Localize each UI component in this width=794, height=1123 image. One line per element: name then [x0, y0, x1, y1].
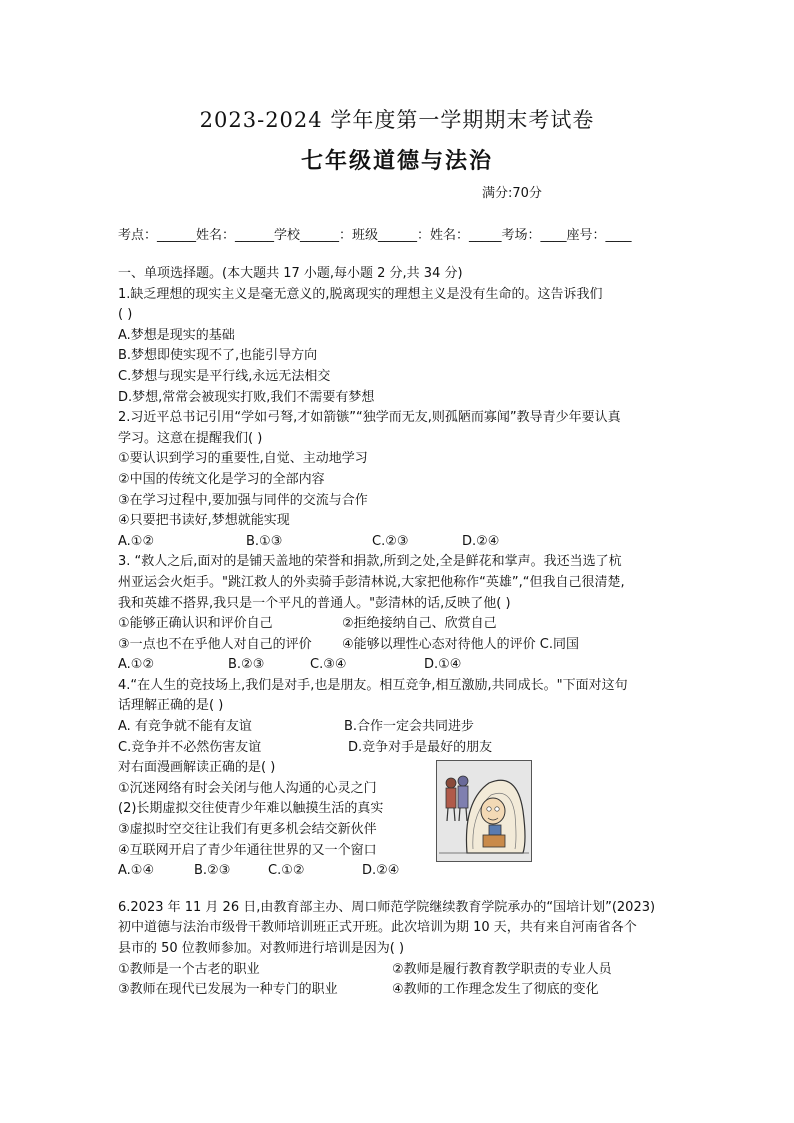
statement-item: ①能够正确认识和评价自己 [118, 616, 273, 632]
question-stem-line: 州亚运会火炬手。"跳江救人的外卖骑手彭清林说,大家把他称作“英雄”,“但我自己很清楚, [118, 574, 625, 590]
total-score: 满分:70分 [482, 186, 542, 201]
statement-item: (2)长期虚拟交往使青少年难以触摸生活的真实 [118, 801, 384, 817]
option-c: C.竞争并不必然伤害友谊 [118, 739, 262, 755]
option-b: B.合作一定会共同进步 [344, 719, 475, 735]
options-row [118, 738, 688, 759]
question-stem-line: 对右面漫画解读正确的是( ) [118, 760, 276, 776]
option-a: A. 有竞争就不能有友谊 [118, 719, 252, 735]
question-stem-line: 初中道德与法治市级骨干教师培训班正式开班。此次培训为期 10 天，共有来自河南省各个 [118, 920, 637, 936]
options-row [118, 861, 688, 882]
option-b: B.②③ [194, 863, 231, 879]
statement-item: ③教师在现代已发展为一种专门的职业 [118, 982, 338, 998]
statement-row [118, 614, 688, 635]
statement-item: ②中国的传统文化是学习的全部内容 [118, 471, 325, 487]
question-stem-line: 话理解正确的是( ) [118, 698, 224, 714]
options-row [118, 717, 688, 738]
question-stem-line: 1.缺乏理想的现实主义是毫无意义的,脱离现实的理想主义是没有生命的。这告诉我们 [118, 286, 603, 302]
question-stem-line: 4.“在人生的竞技场上,我们是对手,也是朋友。相互竞争,相互激励,共同成长。"下面对这句 [118, 677, 628, 693]
question-stem-line: 学习。这意在提醒我们( ) [118, 430, 263, 446]
option-d: D.②④ [462, 533, 500, 549]
spacer [118, 882, 688, 898]
option-d: D.竞争对手是最好的朋友 [348, 739, 493, 755]
question-stem-line: 县市的 50 位教师参加。对教师进行培训是因为( ) [118, 941, 405, 956]
statement-row [118, 980, 688, 1001]
option-a: A.①② [118, 533, 155, 549]
statement-item: ②教师是履行教育教学职责的专业人员 [392, 961, 612, 977]
exam-title: 2023-2024 学年度第一学期期末考试卷 [199, 108, 595, 132]
option-a: A.梦想是现实的基础 [118, 327, 235, 343]
answer-blank: ( ) [118, 307, 133, 323]
option-b: B.②③ [228, 657, 265, 673]
option-c: C.③④ [310, 657, 347, 673]
statement-item: ①教师是一个古老的职业 [118, 961, 260, 977]
statement-row [118, 960, 688, 981]
exam-subtitle: 七年级道德与法治 [300, 148, 493, 174]
question-stem-line: 6.2023 年 11 月 26 日,由教育部主办、周口师范学院继续教育学院承办的“国培计划”(2023) [118, 899, 656, 915]
question-stem-line: 3. “救人之后,面对的是铺天盖地的荣誉和捐款,所到之处,全是鲜花和掌声。我还当选了杭 [118, 554, 622, 570]
question-stem-line: 我和英雄不搭界,我只是一个平凡的普通人。"彭清林的话,反映了他( ) [118, 595, 511, 611]
option-c: C.①② [268, 863, 305, 879]
statement-row [118, 635, 688, 656]
question-4 [118, 676, 688, 758]
option-a: A.①④ [118, 863, 155, 879]
question-stem-line: 2.习近平总书记引用“学如弓弩,才如箭镞”“独学而无友,则孤陋而寡闻”教导青少年要认真 [118, 410, 621, 426]
section-heading: 一、单项选择题。(本大题共 17 小题,每小题 2 分,共 34 分) [118, 266, 463, 281]
statement-item: ③虚拟时空交往让我们有更多机会结交新伙伴 [118, 822, 377, 838]
cartoon-drawing [437, 761, 531, 861]
statement-item: ①沉迷网络有时会关闭与他人沟通的心灵之门 [118, 780, 377, 796]
statement-item: ②拒绝接纳自己、欣赏自己 [342, 616, 497, 632]
option-d: D.②④ [362, 863, 400, 879]
statement-item: ④互联网开启了青少年通往世界的又一个窗口 [118, 842, 377, 858]
statement-item: ③在学习过程中,要加强与同伴的交流与合作 [118, 492, 368, 508]
question-2 [118, 408, 688, 552]
cartoon-image [436, 760, 532, 862]
option-d: D.梦想,常常会被现实打败,我们不需要有梦想 [118, 389, 375, 405]
option-b: B.①③ [246, 533, 283, 549]
exam-content [118, 264, 688, 1001]
statement-item: ④能够以理性心态对待他人的评价 C.同国 [342, 636, 579, 652]
statement-item: ①要认识到学习的重要性,自觉、主动地学习 [118, 451, 368, 467]
statement-item: ④只要把书读好,梦想就能实现 [118, 513, 290, 529]
option-c: C.②③ [372, 533, 409, 549]
statement-item: ④教师的工作理念发生了彻底的变化 [392, 982, 599, 998]
question-3 [118, 552, 688, 676]
statement-item: ③一点也不在乎他人对自己的评价 [118, 636, 312, 652]
options-row [118, 655, 688, 676]
option-b: B.梦想即使实现不了,也能引导方向 [118, 348, 318, 364]
option-c: C.梦想与现实是平行线,永远无法相交 [118, 368, 331, 384]
question-5 [118, 758, 688, 882]
option-d: D.①④ [424, 657, 462, 673]
options-row [118, 532, 688, 553]
question-6 [118, 898, 688, 1001]
student-info-line: 考点：______姓名：______学校______：班级______：姓名：_____考场：____座号：____ [118, 228, 632, 243]
question-1 [118, 285, 688, 409]
option-a: A.①② [118, 657, 155, 673]
